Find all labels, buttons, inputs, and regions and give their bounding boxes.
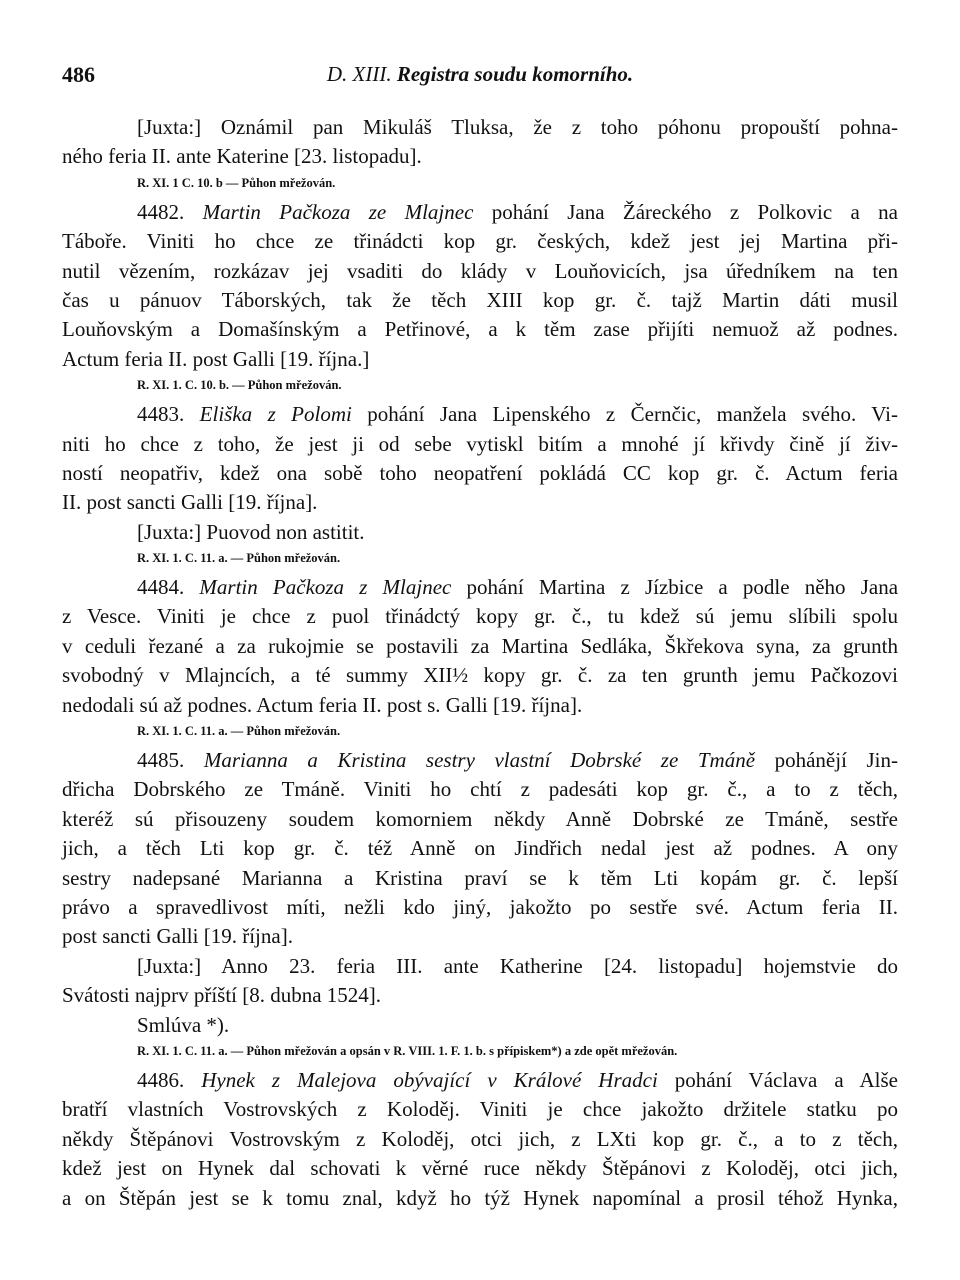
text-line: kteréž sú přisouzeny soudem komorniem někdy Anně Dobrské ze Tmáně, sestře [62, 806, 898, 831]
source-note: R. XI. 1. C. 11. a. — Půhon mřežován. [137, 724, 341, 739]
text-line: II. post sancti Galli [19. října]. [62, 490, 318, 515]
entry-text: pohání Martina z Jízbice a podle něho Jana [466, 575, 899, 600]
entry-text: pohání Václava a Alše [674, 1067, 898, 1092]
entry-number: 4482. [137, 199, 185, 224]
text-line: Svátosti najprv příští [8. dubna 1524]. [62, 983, 382, 1008]
source-note: R. XI. 1. C. 11. a. — Půhon mřežován. [137, 551, 341, 566]
text-line: Actum feria II. post Galli [19. října.] [62, 346, 370, 371]
text-line: sestry nadepsané Marianna a Kristina praví se k těm Lti kopám gr. č. lepší [62, 865, 898, 890]
text-line: post sancti Galli [19. října]. [62, 924, 293, 949]
text-line: [Juxta:] Puovod non astitit. [137, 519, 365, 544]
text-line: jich, a těch Lti kop gr. č. též Anně on Jindřich nedal jest až podnes. A ony [62, 836, 898, 861]
text-line: někdy Štěpánovi Vostrovským z Koloděj, otci jich, z LXti kop gr. č., a to z těch, [62, 1126, 898, 1151]
entry-number: 4485. [137, 748, 185, 773]
entry-first-line [62, 1066, 898, 1095]
entry-first-line [62, 400, 898, 429]
source-note: R. XI. 1 C. 10. b — Půhon mřežován. [137, 175, 336, 190]
entry-number: 4486. [137, 1067, 185, 1092]
text-line: čas u pánuov Táborských, tak že těch XIII kop gr. č. tajž Martin dáti musil [62, 287, 898, 312]
text-line: [Juxta:] Anno 23. feria III. ante Katherine [24. listopadu] hojemstvie do [137, 953, 898, 978]
entry-text: pohání Jana Lipenského z Černčic, manžela svého. Vi- [367, 402, 899, 427]
entry-party: Marianna a Kristina sestry vlastní Dobrské ze Tmáně [203, 748, 756, 773]
entry-number: 4484. [137, 575, 185, 600]
text-line: nedodali sú až podnes. Actum feria II. post s. Galli [19. října]. [62, 692, 583, 717]
text-line: Smlúva *). [137, 1012, 230, 1037]
text-line: svobodný v Mlajncích, a té summy XII½ kopy gr. č. za ten grunth jemu Pačkozovi [62, 663, 898, 688]
text-line: nutil vězením, rozkázav jej vsaditi do klády v Louňovicích, jsa úředníkem na ten [62, 258, 898, 283]
page-number: 486 [62, 62, 95, 87]
source-note: R. XI. 1. C. 11. a. — Půhon mřežován a opsán v R. VIII. 1. F. 1. b. s přípiskem*) a zde opět mřežován. [137, 1043, 678, 1058]
text-line: a on Štěpán jest se k tomu znal, když ho týž Hynek napomínal a prosil téhož Hynka, [62, 1185, 898, 1210]
entry-text: pohánějí Jin- [774, 748, 898, 773]
text-line: bratří vlastních Vostrovských z Koloděj. Viniti je chce jakožto držitele statku po [62, 1097, 898, 1122]
text-line: [Juxta:] Oznámil pan Mikuláš Tluksa, že z toho póhonu propouští pohna- [137, 115, 898, 139]
entry-first-line [62, 198, 898, 227]
text-line: kdež jest on Hynek dal schovati k věrné ruce někdy Štěpánovi z Koloděj, otci jich, [62, 1156, 898, 1181]
text-line: Táboře. Viniti ho chce ze třinádcti kop gr. českých, kdež jest jej Martina při- [62, 229, 898, 254]
entry-first-line [62, 746, 898, 775]
entry-party: Hynek z Malejova obývající v Králové Hradci [201, 1067, 658, 1092]
text-line: právo a spravedlivost míti, nežli kdo jiný, jakožto po sestře své. Actum feria II. [62, 894, 898, 919]
entry-party: Martin Pačkoza z Mlajnec [199, 575, 452, 600]
text-line: ného feria II. ante Katerine [23. listopadu]. [62, 144, 422, 169]
text-line: Louňovským a Domašínským a Petřinové, a k těm zase přijíti nemuož až podnes. [62, 317, 898, 342]
running-head [62, 62, 898, 92]
entry-party: Martin Pačkoza ze Mlajnec [202, 199, 474, 224]
text-line: ností neopatřiv, kdež ona sobě toho neopatření pokládá CC kop gr. č. Actum feria [62, 460, 898, 485]
entry-number: 4483. [137, 402, 185, 427]
entry-text: pohání Jana Žáreckého z Polkovic a na [491, 199, 898, 224]
text-line: dřicha Dobrského ze Tmáně. Viniti ho chtí z padesáti kop gr. č., a to z těch, [62, 777, 898, 802]
running-title-prefix: D. XIII. [326, 62, 392, 86]
running-title-main: Registra soudu komorního. [396, 62, 634, 86]
running-title [62, 62, 898, 87]
entry-party: Eliška z Polomi [199, 402, 352, 427]
text-line: v ceduli řezané a za rukojmie se postavili za Martina Sedláka, Škřekova syna, za grunth [62, 633, 898, 658]
text-line: z Vesce. Viniti je chce z puol třinádctý kopy gr. č., tu kdež sú jemu slíbili spolu [62, 604, 898, 629]
text-body [62, 113, 898, 1213]
source-note: R. XI. 1. C. 10. b. — Půhon mřežován. [137, 378, 342, 393]
text-line: niti ho chce z toho, že jest ji od sebe vytiskl bitím a mnohé jí křivdy čině jí živ- [62, 431, 898, 456]
entry-first-line [62, 573, 898, 602]
